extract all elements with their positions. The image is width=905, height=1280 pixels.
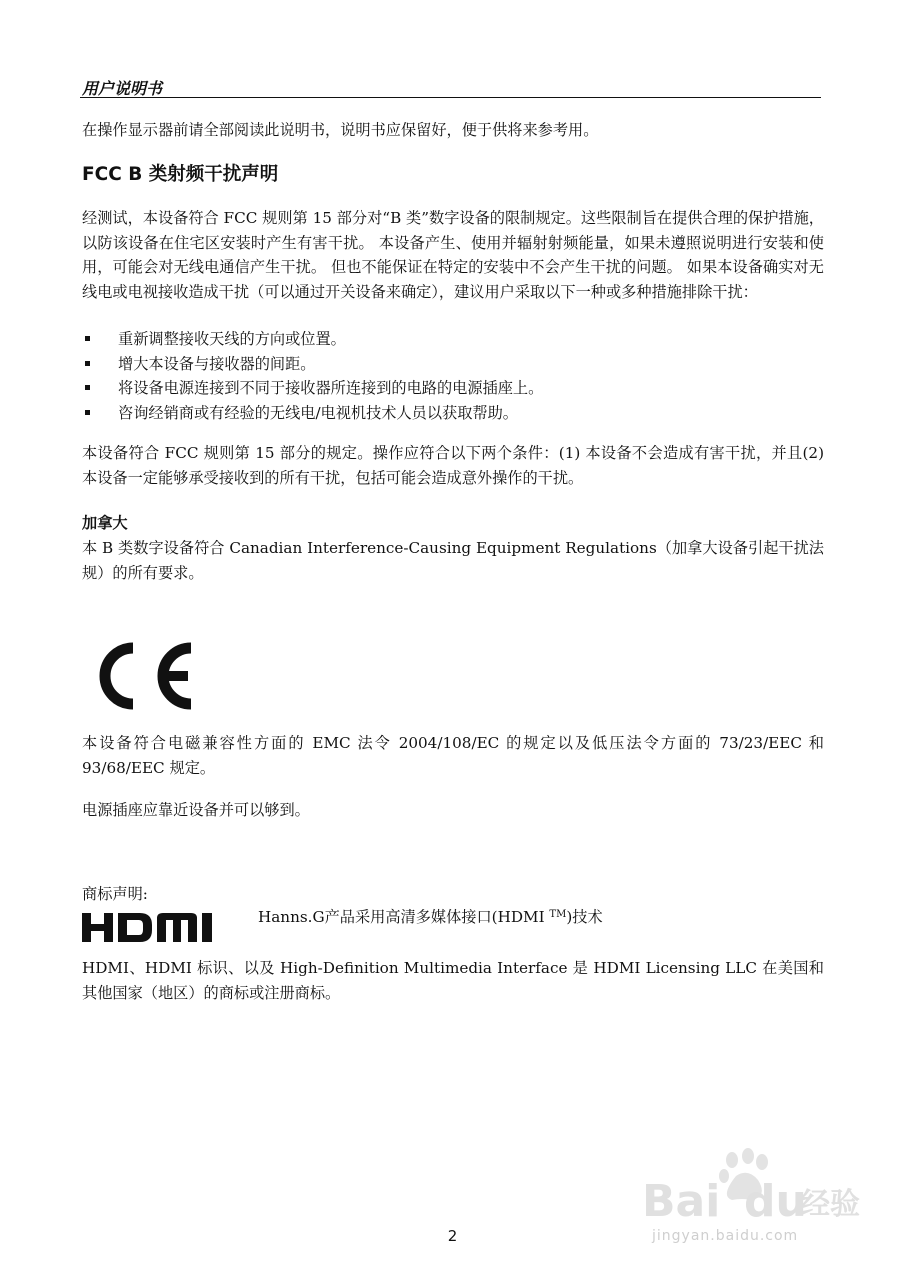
fcc-heading: FCC B 类射频干扰声明 <box>82 164 279 185</box>
ce-mark-icon <box>88 638 198 714</box>
header-divider <box>80 97 821 98</box>
power-outlet-note: 电源插座应靠近设备并可以够到。 <box>82 801 310 819</box>
fcc-body: 经测试，本设备符合 FCC 规则第 15 部分对“B 类”数字设备的限制规定。这些限制旨在提供合理的保护措施，以防该设备在住宅区安装时产生有害干扰。 本设备产生、使用并辐射射频能量，如果未遵照说明进行安装和使用，可能会对无线电通信产生干扰。 但也不能保证在特定的安装中不会产生干扰的问题。 如果本设备确实对无线电或电视接收造成干扰（可以通过开关设备来确定），建议用户采取以下一种或多种措施排除干扰： <box>82 209 824 301</box>
hdmi-desc-prefix: Hanns.G产品采用高清多媒体接口(HDMI <box>258 908 550 926</box>
fcc-conditions: 本设备符合 FCC 规则第 15 部分的规定。操作应符合以下两个条件：(1) 本设备不会造成有害干扰，并且(2) 本设备一定能够承受接收到的所有干扰，包括可能会造成意外操作的干扰。 <box>82 444 824 487</box>
trademark-label: 商标声明: <box>82 885 148 903</box>
header-title: 用户说明书 <box>82 79 163 98</box>
hdmi-description <box>258 905 603 930</box>
measure-text: 重新调整接收天线的方向或位置。 <box>118 330 346 348</box>
svg-text:du: du <box>744 1176 807 1227</box>
emc-statement: 本设备符合电磁兼容性方面的 EMC 法令 2004/108/EC 的规定以及低压法令方面的 73/23/EEC 和 93/68/EEC 规定。 <box>82 734 824 777</box>
fcc-measures-list <box>82 327 824 425</box>
list-item <box>82 327 824 352</box>
svg-text:经验: 经验 <box>800 1187 860 1222</box>
measure-text: 将设备电源连接到不同于接收器所连接到的电路的电源插座上。 <box>118 379 544 397</box>
list-item <box>82 376 824 401</box>
list-item <box>82 352 824 377</box>
hdmi-trademark-text: HDMI、HDMI 标识、以及 High-Definition Multimedia Interface 是 HDMI Licensing LLC 在美国和其他国家（地区）的商标或注册商标。 <box>82 959 824 1002</box>
page-number: 2 <box>447 1227 458 1245</box>
bullet-icon <box>85 336 90 341</box>
watermark-url: jingyan.baidu.com <box>652 1228 799 1244</box>
hdmi-desc-suffix: )技术 <box>566 908 603 926</box>
bullet-icon <box>85 410 90 415</box>
bullet-icon <box>85 385 90 390</box>
measure-text: 增大本设备与接收器的间距。 <box>118 354 316 373</box>
tm-mark: TM <box>549 909 567 920</box>
measure-text: 咨询经销商或有经验的无线电/电视机技术人员以获取帮助。 <box>118 403 518 422</box>
hdmi-logo-icon <box>82 913 217 942</box>
intro-text: 在操作显示器前请全部阅读此说明书，说明书应保留好，便于供将来参考用。 <box>82 121 599 139</box>
list-item <box>82 401 824 426</box>
bullet-icon <box>85 361 90 366</box>
canada-heading: 加拿大 <box>82 514 128 532</box>
svg-text:Bai: Bai <box>642 1176 721 1227</box>
canada-body: 本 B 类数字设备符合 Canadian Interference-Causing Equipment Regulations（加拿大设备引起干扰法规）的所有要求。 <box>82 539 824 582</box>
